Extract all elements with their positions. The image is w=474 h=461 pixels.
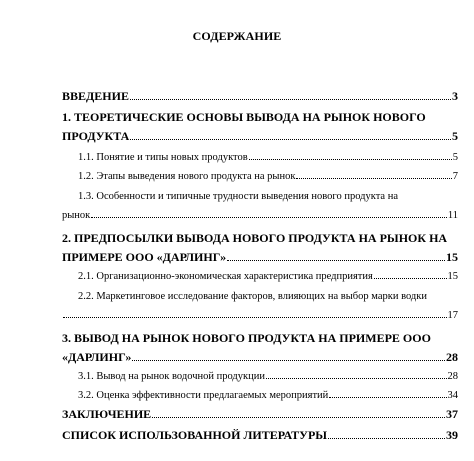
dot-leader (374, 278, 447, 279)
toc-entry (62, 349, 458, 365)
dot-leader (132, 360, 445, 361)
dot-leader (249, 159, 452, 160)
toc-entry (78, 370, 458, 384)
toc-entry-text: СПИСОК ИСПОЛЬЗОВАННОЙ ЛИТЕРАТУРЫ (62, 428, 328, 442)
toc-entry-page: 15 (447, 271, 458, 282)
toc-entry-page: 39 (446, 428, 458, 442)
toc-entry (62, 309, 458, 323)
dot-leader (63, 317, 447, 318)
toc-entry-text: 2.1. Организационно-экономическая характеристика предприятия (78, 271, 373, 282)
toc-entry (78, 151, 458, 165)
toc-entry (62, 209, 458, 223)
dot-leader (130, 139, 451, 140)
toc-entry (62, 427, 458, 443)
dot-leader (227, 260, 445, 261)
toc-entry-text: 1.3. Особенности и типичные трудности выведения нового продукта на (78, 191, 398, 202)
toc-entry-page: 17 (447, 310, 458, 321)
toc-entry-page: 5 (452, 152, 458, 163)
toc-entry (78, 270, 458, 284)
dot-leader (329, 397, 446, 398)
toc-entry-text: 1.2. Этапы выведения нового продукта на рынок (78, 171, 296, 182)
toc-entry (78, 290, 458, 304)
toc-entry (78, 190, 458, 204)
dot-leader (266, 378, 447, 379)
toc-entry (78, 389, 458, 403)
toc-entry-text: 3. ВЫВОД НА РЫНОК НОВОГО ПРОДУКТА НА ПРИМЕРЕ ООО (62, 331, 431, 345)
toc-entry (62, 128, 458, 144)
toc-entry-page: 37 (446, 407, 458, 421)
toc-entry-page: 28 (447, 371, 458, 382)
toc-entry-text: 1. ТЕОРЕТИЧЕСКИЕ ОСНОВЫ ВЫВОДА НА РЫНОК НОВОГО (62, 110, 426, 124)
toc-entry (78, 170, 458, 184)
toc-entry-text: 3.1. Вывод на рынок водочной продукции (78, 371, 265, 382)
toc-entry (62, 249, 458, 265)
toc-entry-text: ПРИМЕРЕ ООО «ДАРЛИНГ» (62, 250, 227, 264)
toc-entry-text: ЗАКЛЮЧЕНИЕ (62, 407, 152, 421)
toc-entry (62, 109, 458, 125)
dot-leader (328, 438, 445, 439)
toc-entry (62, 88, 458, 104)
dot-leader (91, 217, 447, 218)
toc-entry-text: ПРОДУКТА (62, 129, 130, 143)
toc-entry (62, 330, 458, 346)
toc-entry-text: рынок (62, 210, 91, 221)
toc-entry-page: 7 (452, 171, 458, 182)
toc-entry-page: 34 (447, 390, 458, 401)
toc-heading: СОДЕРЖАНИЕ (192, 29, 282, 43)
dot-leader (152, 417, 445, 418)
toc-entry-page: 11 (447, 210, 458, 221)
toc-entry-text: 2. ПРЕДПОСЫЛКИ ВЫВОДА НОВОГО ПРОДУКТА НА РЫНОК НА (62, 231, 448, 245)
toc-entry-page: 28 (446, 350, 458, 364)
toc-entry (62, 406, 458, 422)
toc-entry-page: 3 (452, 89, 458, 103)
toc-entry-page: 5 (452, 129, 458, 143)
toc-entry (62, 230, 458, 246)
toc-entry-page: 15 (446, 250, 458, 264)
dot-leader (296, 178, 451, 179)
toc-entry-text: ВВЕДЕНИЕ (62, 89, 129, 103)
dot-leader (130, 99, 451, 100)
toc-entry-text: «ДАРЛИНГ» (62, 350, 132, 364)
toc-entry-text: 1.1. Понятие и типы новых продуктов (78, 152, 248, 163)
toc-entry-text: 3.2. Оценка эффективности предлагаемых мероприятий (78, 390, 329, 401)
toc-entry-text: 2.2. Маркетинговое исследование факторов, влияющих на выбор марки водки (78, 291, 427, 302)
